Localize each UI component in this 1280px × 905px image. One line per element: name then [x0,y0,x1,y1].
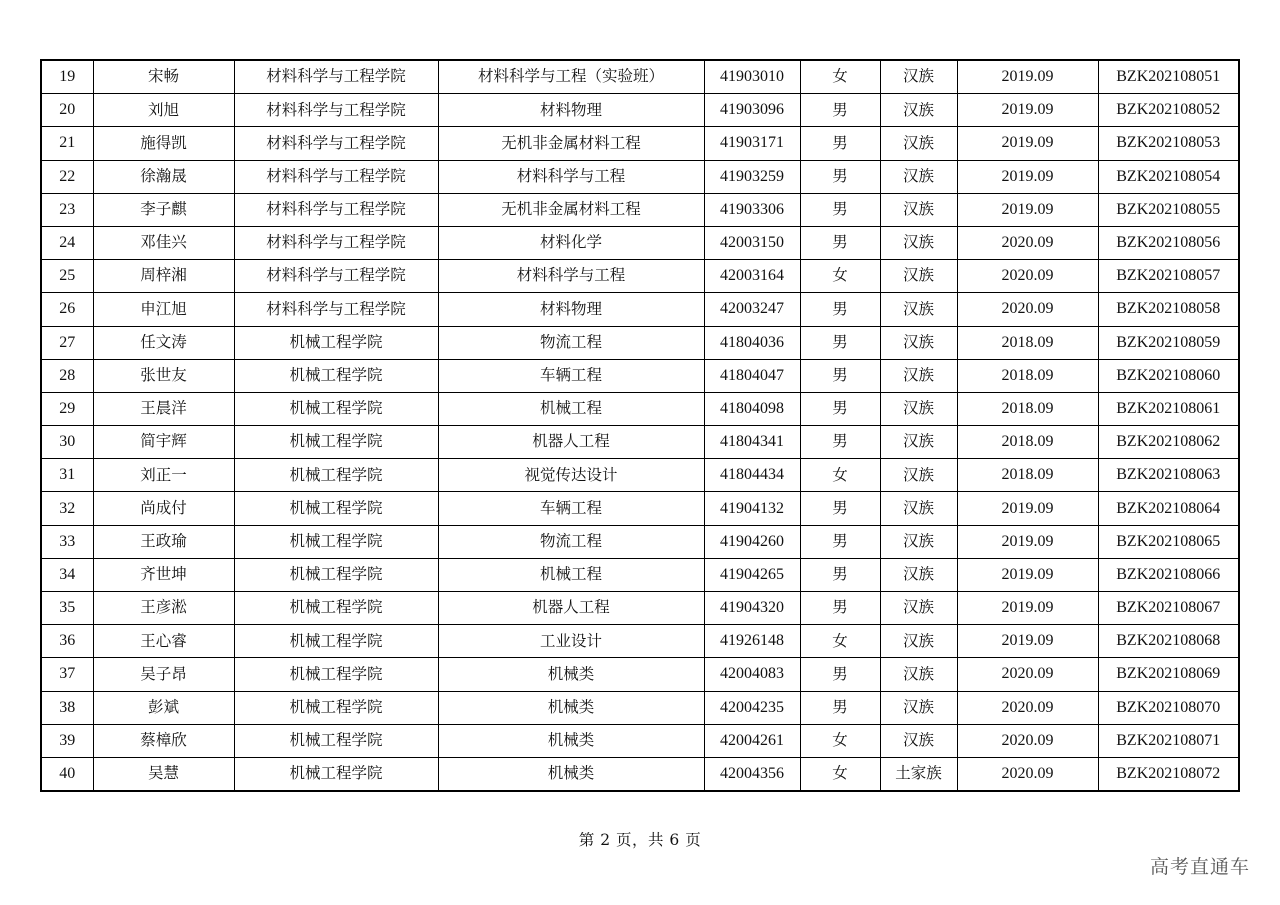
cell-student-id: 41904320 [704,592,800,625]
table-row [41,326,1239,359]
cell-gender: 男 [800,691,880,724]
cell-name: 吴慧 [93,757,234,791]
cell-code: BZK202108070 [1098,691,1239,724]
cell-student-id: 41903306 [704,193,800,226]
cell-index: 36 [41,625,93,658]
cell-code: BZK202108063 [1098,459,1239,492]
cell-enroll-date: 2019.09 [957,94,1098,127]
cell-index: 32 [41,492,93,525]
cell-code: BZK202108064 [1098,492,1239,525]
cell-student-id: 41926148 [704,625,800,658]
cell-enroll-date: 2020.09 [957,724,1098,757]
cell-code: BZK202108071 [1098,724,1239,757]
cell-enroll-date: 2020.09 [957,293,1098,326]
watermark-logo-text: 高考直通车 [1149,856,1250,878]
cell-ethnicity: 土家族 [880,757,957,791]
cell-student-id: 41804036 [704,326,800,359]
table-row [41,193,1239,226]
cell-major: 无机非金属材料工程 [438,127,704,160]
cell-enroll-date: 2018.09 [957,459,1098,492]
cell-college: 机械工程学院 [234,359,438,392]
cell-gender: 女 [800,459,880,492]
cell-college: 机械工程学院 [234,459,438,492]
cell-index: 20 [41,94,93,127]
cell-college: 机械工程学院 [234,558,438,591]
cell-major: 材料物理 [438,94,704,127]
cell-student-id: 41804434 [704,459,800,492]
cell-college: 机械工程学院 [234,691,438,724]
table-row [41,658,1239,691]
cell-gender: 女 [800,60,880,94]
cell-ethnicity: 汉族 [880,625,957,658]
cell-major: 机器人工程 [438,592,704,625]
cell-gender: 男 [800,658,880,691]
cell-code: BZK202108053 [1098,127,1239,160]
cell-college: 材料科学与工程学院 [234,60,438,94]
cell-student-id: 42003247 [704,293,800,326]
cell-gender: 男 [800,525,880,558]
table-row [41,359,1239,392]
cell-college: 材料科学与工程学院 [234,293,438,326]
cell-college: 机械工程学院 [234,525,438,558]
cell-student-id: 42004261 [704,724,800,757]
cell-student-id: 42004356 [704,757,800,791]
cell-college: 材料科学与工程学院 [234,94,438,127]
cell-college: 机械工程学院 [234,592,438,625]
cell-name: 彭斌 [93,691,234,724]
cell-major: 视觉传达设计 [438,459,704,492]
table-row [41,160,1239,193]
cell-ethnicity: 汉族 [880,426,957,459]
cell-enroll-date: 2018.09 [957,359,1098,392]
cell-index: 29 [41,392,93,425]
cell-major: 材料物理 [438,293,704,326]
table-row [41,392,1239,425]
table-row [41,558,1239,591]
cell-enroll-date: 2019.09 [957,492,1098,525]
cell-ethnicity: 汉族 [880,558,957,591]
cell-major: 机械类 [438,691,704,724]
cell-student-id: 42004083 [704,658,800,691]
cell-name: 张世友 [93,359,234,392]
cell-name: 徐瀚晟 [93,160,234,193]
cell-enroll-date: 2020.09 [957,226,1098,259]
cell-college: 机械工程学院 [234,625,438,658]
cell-major: 材料科学与工程 [438,160,704,193]
cell-major: 机械类 [438,724,704,757]
cell-enroll-date: 2020.09 [957,260,1098,293]
cell-code: BZK202108055 [1098,193,1239,226]
cell-name: 齐世坤 [93,558,234,591]
cell-student-id: 41904260 [704,525,800,558]
cell-gender: 女 [800,260,880,293]
cell-student-id: 41804341 [704,426,800,459]
cell-gender: 男 [800,592,880,625]
cell-name: 刘旭 [93,94,234,127]
cell-code: BZK202108069 [1098,658,1239,691]
cell-name: 吴子昂 [93,658,234,691]
cell-major: 机械工程 [438,392,704,425]
table-row [41,724,1239,757]
table-row [41,459,1239,492]
cell-enroll-date: 2019.09 [957,60,1098,94]
cell-enroll-date: 2019.09 [957,193,1098,226]
cell-college: 机械工程学院 [234,658,438,691]
cell-index: 35 [41,592,93,625]
cell-name: 施得凯 [93,127,234,160]
cell-gender: 男 [800,359,880,392]
cell-index: 21 [41,127,93,160]
cell-major: 材料科学与工程 [438,260,704,293]
cell-index: 37 [41,658,93,691]
cell-gender: 男 [800,293,880,326]
cell-college: 材料科学与工程学院 [234,260,438,293]
cell-code: BZK202108057 [1098,260,1239,293]
cell-code: BZK202108072 [1098,757,1239,791]
cell-index: 22 [41,160,93,193]
cell-major: 车辆工程 [438,492,704,525]
cell-major: 物流工程 [438,525,704,558]
cell-ethnicity: 汉族 [880,525,957,558]
cell-major: 机械类 [438,757,704,791]
cell-gender: 男 [800,326,880,359]
cell-ethnicity: 汉族 [880,260,957,293]
cell-enroll-date: 2019.09 [957,160,1098,193]
cell-code: BZK202108056 [1098,226,1239,259]
cell-enroll-date: 2018.09 [957,326,1098,359]
cell-major: 无机非金属材料工程 [438,193,704,226]
cell-student-id: 41903171 [704,127,800,160]
cell-gender: 女 [800,724,880,757]
cell-name: 蔡樟欣 [93,724,234,757]
cell-name: 王心睿 [93,625,234,658]
cell-student-id: 41904265 [704,558,800,591]
cell-ethnicity: 汉族 [880,724,957,757]
table-row [41,592,1239,625]
table-row [41,226,1239,259]
cell-enroll-date: 2019.09 [957,625,1098,658]
table-row [41,757,1239,791]
cell-major: 材料科学与工程（实验班） [438,60,704,94]
cell-ethnicity: 汉族 [880,293,957,326]
cell-major: 机械类 [438,658,704,691]
cell-ethnicity: 汉族 [880,94,957,127]
cell-name: 周梓湘 [93,260,234,293]
cell-ethnicity: 汉族 [880,658,957,691]
cell-name: 王政瑜 [93,525,234,558]
cell-gender: 男 [800,160,880,193]
cell-name: 李子麒 [93,193,234,226]
cell-enroll-date: 2019.09 [957,592,1098,625]
cell-name: 简宇辉 [93,426,234,459]
cell-code: BZK202108065 [1098,525,1239,558]
cell-major: 物流工程 [438,326,704,359]
cell-index: 38 [41,691,93,724]
cell-student-id: 41904132 [704,492,800,525]
cell-major: 材料化学 [438,226,704,259]
cell-index: 34 [41,558,93,591]
cell-student-id: 42003164 [704,260,800,293]
table-row [41,60,1239,94]
cell-ethnicity: 汉族 [880,127,957,160]
cell-code: BZK202108052 [1098,94,1239,127]
cell-index: 25 [41,260,93,293]
cell-code: BZK202108067 [1098,592,1239,625]
cell-code: BZK202108068 [1098,625,1239,658]
cell-code: BZK202108066 [1098,558,1239,591]
cell-code: BZK202108054 [1098,160,1239,193]
cell-name: 刘正一 [93,459,234,492]
cell-ethnicity: 汉族 [880,226,957,259]
cell-college: 材料科学与工程学院 [234,226,438,259]
cell-college: 机械工程学院 [234,757,438,791]
student-list-sheet [40,59,1238,792]
cell-ethnicity: 汉族 [880,459,957,492]
cell-enroll-date: 2018.09 [957,426,1098,459]
cell-enroll-date: 2019.09 [957,525,1098,558]
cell-ethnicity: 汉族 [880,60,957,94]
cell-name: 邓佳兴 [93,226,234,259]
cell-ethnicity: 汉族 [880,193,957,226]
table-row [41,127,1239,160]
cell-index: 19 [41,60,93,94]
table-row [41,94,1239,127]
page-number: 第 2 页，共 6 页 [578,831,702,849]
table-row [41,625,1239,658]
cell-ethnicity: 汉族 [880,691,957,724]
cell-gender: 男 [800,392,880,425]
cell-college: 机械工程学院 [234,492,438,525]
cell-major: 车辆工程 [438,359,704,392]
cell-name: 宋畅 [93,60,234,94]
cell-name: 王晨洋 [93,392,234,425]
cell-ethnicity: 汉族 [880,592,957,625]
cell-gender: 男 [800,127,880,160]
cell-name: 尚成付 [93,492,234,525]
cell-name: 任文涛 [93,326,234,359]
cell-gender: 男 [800,193,880,226]
cell-code: BZK202108062 [1098,426,1239,459]
cell-student-id: 41903259 [704,160,800,193]
cell-index: 40 [41,757,93,791]
cell-index: 28 [41,359,93,392]
cell-enroll-date: 2020.09 [957,691,1098,724]
cell-major: 机器人工程 [438,426,704,459]
table-row [41,691,1239,724]
cell-code: BZK202108061 [1098,392,1239,425]
cell-code: BZK202108051 [1098,60,1239,94]
cell-gender: 男 [800,226,880,259]
table-row [41,426,1239,459]
cell-gender: 男 [800,426,880,459]
cell-college: 材料科学与工程学院 [234,193,438,226]
cell-code: BZK202108058 [1098,293,1239,326]
cell-index: 39 [41,724,93,757]
cell-student-id: 41804047 [704,359,800,392]
cell-ethnicity: 汉族 [880,359,957,392]
cell-gender: 男 [800,558,880,591]
cell-college: 材料科学与工程学院 [234,160,438,193]
cell-gender: 男 [800,94,880,127]
cell-name: 申江旭 [93,293,234,326]
cell-ethnicity: 汉族 [880,392,957,425]
cell-index: 24 [41,226,93,259]
student-table [40,59,1240,792]
cell-index: 27 [41,326,93,359]
cell-major: 工业设计 [438,625,704,658]
table-row [41,293,1239,326]
cell-student-id: 42004235 [704,691,800,724]
cell-index: 23 [41,193,93,226]
table-body [41,60,1239,791]
cell-major: 机械工程 [438,558,704,591]
cell-student-id: 41804098 [704,392,800,425]
cell-enroll-date: 2020.09 [957,658,1098,691]
cell-student-id: 41903010 [704,60,800,94]
cell-college: 机械工程学院 [234,426,438,459]
cell-enroll-date: 2020.09 [957,757,1098,791]
cell-gender: 女 [800,625,880,658]
cell-gender: 男 [800,492,880,525]
cell-index: 30 [41,426,93,459]
cell-enroll-date: 2019.09 [957,558,1098,591]
cell-enroll-date: 2019.09 [957,127,1098,160]
cell-code: BZK202108059 [1098,326,1239,359]
cell-ethnicity: 汉族 [880,492,957,525]
cell-ethnicity: 汉族 [880,326,957,359]
cell-college: 机械工程学院 [234,392,438,425]
table-row [41,525,1239,558]
cell-enroll-date: 2018.09 [957,392,1098,425]
cell-index: 26 [41,293,93,326]
cell-college: 机械工程学院 [234,724,438,757]
cell-student-id: 42003150 [704,226,800,259]
cell-code: BZK202108060 [1098,359,1239,392]
cell-gender: 女 [800,757,880,791]
cell-index: 31 [41,459,93,492]
table-row [41,260,1239,293]
cell-college: 机械工程学院 [234,326,438,359]
cell-college: 材料科学与工程学院 [234,127,438,160]
cell-student-id: 41903096 [704,94,800,127]
cell-name: 王彦淞 [93,592,234,625]
cell-index: 33 [41,525,93,558]
cell-ethnicity: 汉族 [880,160,957,193]
table-row [41,492,1239,525]
